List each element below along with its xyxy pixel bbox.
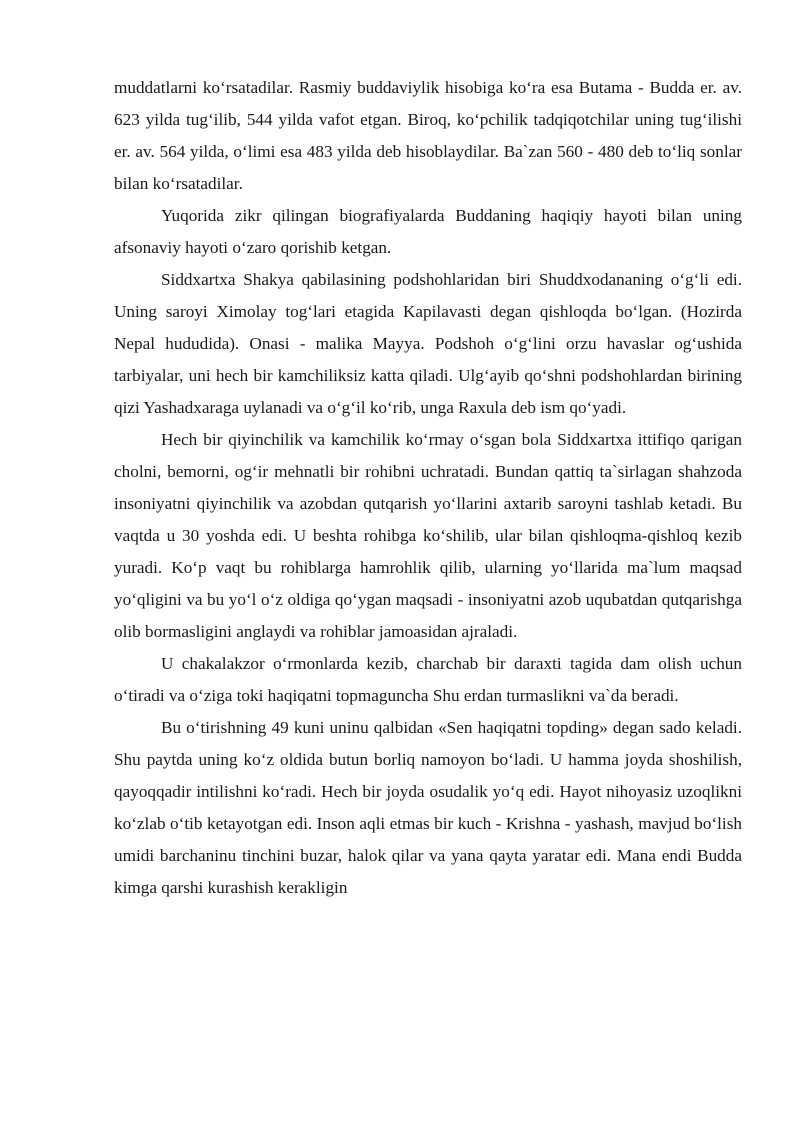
paragraph: Hech bir qiyinchilik va kamchilik ko‘rmay o‘sgan bola Siddxartxa ittifiqo qarigan cholni, bemorni, og‘ir mehnatli bir rohibni uchratadi. Bundan qattiq ta`sirlagan shahzoda insoniyatni qiyinchilik va azobdan qutqarish yo‘llarini axtarib saroyni tashlab ketadi. Bu vaqtda u 30 yoshda edi. U beshta rohibga ko‘shilib, ular bilan qishloqma-qishloq kezib yuradi. Ko‘p vaqt bu rohiblarga hamrohlik qilib, ularning yo‘llarida ma`lum maqsad yo‘qligini va bu yo‘l o‘z oldiga qo‘ygan maqsadi - insoniyatni azob uqubatdan qutqarishga olib bormasligini anglaydi va rohiblar jamoasidan ajraladi. xyxy=(114,430,742,641)
paragraph: Bu o‘tirishning 49 kuni uninu qalbidan «Sen haqiqatni topding» degan sado keladi. Shu paytda uning ko‘z oldida butun borliq namoyon bo‘ladi. U hamma joyda shoshilish, qayoqqadir intilishni ko‘radi. Hech bir joyda osudalik yo‘q edi. Hayot nihoyasiz uzoqlikni ko‘zlab o‘tib ketayotgan edi. Inson aqli etmas bir kuch - Krishna - yashash, mavjud bo‘lish umidi barchaninu tinchini buzar, halok qilar va yana qayta yaratar edi. Mana endi Budda kimga qarshi kurashish kerakligin xyxy=(114,718,742,897)
body-text xyxy=(114,72,742,904)
paragraph: Siddxartxa Shakya qabilasining podshohlaridan biri Shuddxodananing o‘g‘li edi. Uning saroyi Ximolay tog‘lari etagida Kapilavasti degan qishloqda bo‘lgan. (Hozirda Nepal hududida). Onasi - malika Mayya. Podshoh o‘g‘lini orzu havaslar og‘ushida tarbiyalar, uni hech bir kamchiliksiz katta qiladi. Ulg‘ayib qo‘shni podshohlardan birining qizi Yashadxaraga uylanadi va o‘g‘il ko‘rib, unga Raxula deb ism qo‘yadi. xyxy=(114,270,742,417)
paragraph: U chakalakzor o‘rmonlarda kezib, charchab bir daraxti tagida dam olish uchun o‘tiradi va o‘ziga toki haqiqatni topmaguncha Shu erdan turmaslikni va`da beradi. xyxy=(114,654,742,705)
paragraph: Yuqorida zikr qilingan biografiyalarda Buddaning haqiqiy hayoti bilan uning afsonaviy hayoti o‘zaro qorishib ketgan. xyxy=(114,206,742,257)
paragraph-continuation: muddatlarni ko‘rsatadilar. Rasmiy buddaviylik hisobiga ko‘ra esa Butama - Budda er. av. 623 yilda tug‘ilib, 544 yilda vafot etgan. Biroq, ko‘pchilik tadqiqotchilar uning tug‘ilishi er. av. 564 yilda, o‘limi esa 483 yilda deb hisoblaydilar. Ba`zan 560 - 480 deb to‘liq sonlar bilan ko‘rsatadilar. xyxy=(114,78,742,193)
